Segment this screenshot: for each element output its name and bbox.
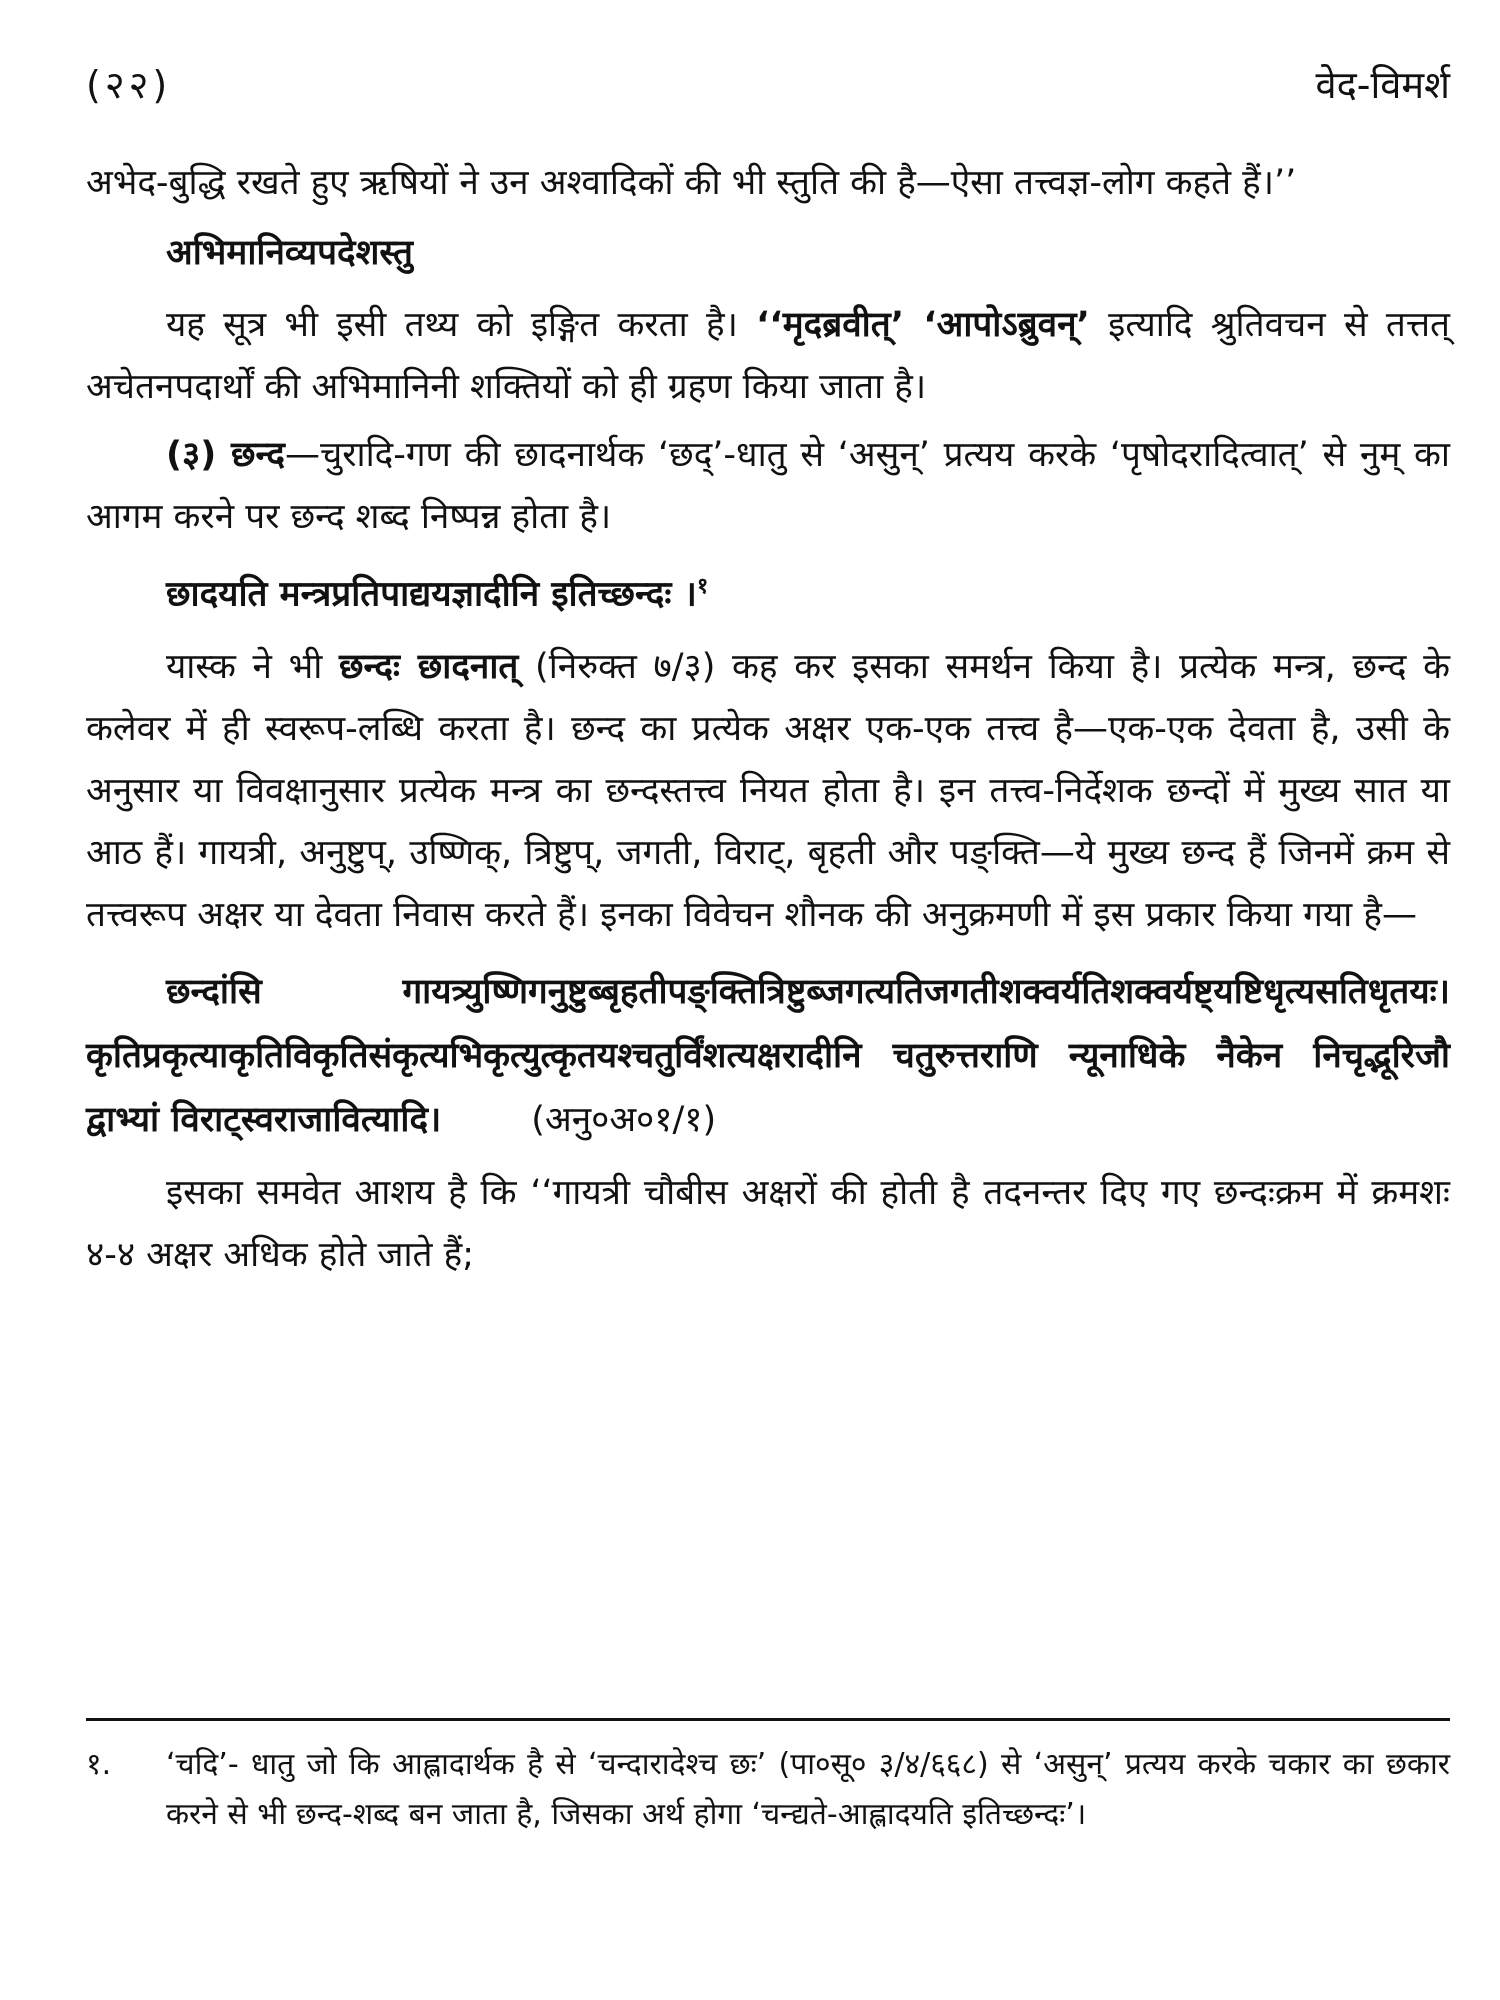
- footnote-marker: १: [696, 574, 709, 599]
- page-number: (२२): [86, 63, 172, 107]
- verse-reference: (अनु०अ०१/१): [531, 1099, 717, 1140]
- paragraph-continuation: अभेद-बुद्धि रखते हुए ऋषियों ने उन अश्वादिकों की भी स्तुति की है—ऐसा तत्त्वज्ञ-लोग कहते हैं।’’: [86, 163, 1297, 203]
- text-run: इत्यादि श्रुतिवचन से तत्तत् अचेतनपदार्थों की अभिमानिनी शक्तियों को ही ग्रहण किया जाता है।: [86, 305, 1450, 407]
- page-header: [86, 58, 1450, 120]
- footnote: [86, 1740, 1450, 1840]
- paragraph-summary: इसका समवेत आशय है कि ‘‘गायत्री चौबीस अक्षरों की होती है तदनन्तर दिए गए छन्दःक्रम में क्रमशः ४-४ अक्षर अधिक होते जाते हैं;: [86, 1172, 1450, 1275]
- paragraph-yaska: [86, 636, 1450, 946]
- footnote-divider: [86, 1718, 1450, 1721]
- sutra-heading: अभिमानिव्यपदेशस्तु: [166, 233, 413, 273]
- paragraph-sutra-explanation: [86, 294, 1450, 418]
- footnote-number: १.: [86, 1747, 112, 1782]
- verse-text: छन्दांसि गायत्र्युष्णिगनुष्टुब्बृहतीपङ्क्तित्रिष्टुब्जगत्यतिजगतीशक्वर्यतिशक्वर्यष्ट्यष्टिधृत्यसतिधृतयः। कृतिप्रकृत्याकृतिविकृतिसंकृत्यभिकृत्युत्कृतयश्चतुर्विंशत्यक्षरादीनि चतुरुत्तराणि न्यूनाधिके नैकेन निचृद्भूरिजौ द्वाभ्यां विराट्स्वराजावित्यादि।: [86, 971, 1450, 1140]
- text-run: यह सूत्र भी इसी तथ्य को इङ्गित करता है।: [166, 305, 757, 345]
- section-label: (३) छन्द: [166, 435, 285, 475]
- bold-quote: छन्दः छादनात्: [339, 646, 519, 687]
- definition-heading: [86, 556, 1450, 626]
- text-run: यास्क ने भी: [166, 646, 339, 687]
- running-title: वेद-विमर्श: [1315, 63, 1450, 107]
- sanskrit-verse: [86, 960, 1450, 1152]
- footnote-text: ‘चदि’- धातु जो कि आह्लादार्थक है से ‘चन्दारादेश्च छः’ (पा०सू० ३/४/६६८) से ‘असुन्’ प्रत्यय करके चकार का छकार करने से भी छन्द-शब्द बन जाता है, जिसका अर्थ होगा ‘चन्द्यते-आह्लादयति इतिच्छन्दः’।: [166, 1747, 1450, 1832]
- text-run: (निरुक्त ७/३) कह कर इसका समर्थन किया है। प्रत्येक मन्त्र, छन्द के कलेवर में ही स्वरूप-लब्धि करता है। छन्द का प्रत्येक अक्षर एक-एक तत्त्व है—एक-एक देवता है, उसी के अनुसार या विवक्षानुसार प्रत्येक मन्त्र का छन्दस्तत्त्व नियत होता है। इन तत्त्व-निर्देशक छन्दों में मुख्य सात या आठ हैं। गायत्री, अनुष्टुप्, उष्णिक्, त्रिष्टुप्, जगती, विराट्, बृहती और पङ्क्ति—ये मुख्य छन्द हैं जिनमें क्रम से तत्त्वरूप अक्षर या देवता निवास करते हैं। इनका विवेचन शौनक की अनुक्रमणी में इस प्रकार किया गया है—: [86, 646, 1450, 935]
- definition-text: छादयति मन्त्रप्रतिपाद्ययज्ञादीनि इतिच्छन्दः ।: [166, 574, 697, 615]
- paragraph-chhanda: [86, 424, 1450, 548]
- bold-quote: ‘‘मृदब्रवीत्’ ‘आपोऽब्रुवन्’: [756, 305, 1090, 345]
- text-run: —चुरादि-गण की छादनार्थक ‘छद्’-धातु से ‘असुन्’ प्रत्यय करके ‘पृषोदरादित्वात्’ से नुम् का आगम करने पर छन्द शब्द निष्पन्न होता है।: [86, 435, 1450, 537]
